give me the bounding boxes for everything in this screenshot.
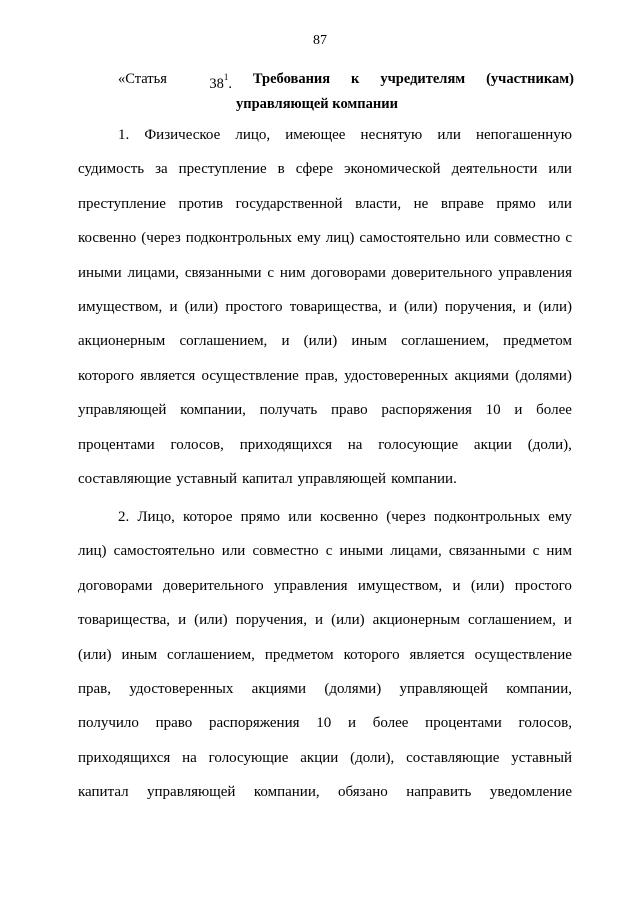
word: и <box>563 612 572 629</box>
word: является <box>140 367 196 384</box>
word: сфере <box>295 161 334 178</box>
paragraph-line <box>78 645 572 679</box>
word: или <box>548 161 572 178</box>
word: управления <box>498 264 572 281</box>
word: (долями) <box>324 680 382 697</box>
word: или <box>437 127 461 143</box>
article-title-word: (участникам) <box>486 71 574 87</box>
word: ним <box>546 543 572 560</box>
word: обязано <box>338 784 388 801</box>
word: прав, <box>305 367 339 384</box>
word: акционерным <box>78 333 166 350</box>
word: с <box>532 543 540 560</box>
word: приходящихся <box>239 436 332 453</box>
word: соглашением, <box>468 612 556 629</box>
word: простого <box>225 298 283 315</box>
word: 10 <box>316 715 332 732</box>
word: за <box>155 161 168 178</box>
word: прав, <box>78 680 112 697</box>
word: управления <box>273 577 348 594</box>
word: (или) <box>303 333 338 350</box>
article-title-word: учредителям <box>380 71 466 87</box>
word: право <box>155 715 193 732</box>
word: акциями <box>454 367 509 384</box>
article-heading-line-2: управляющей компании <box>236 95 398 112</box>
word: которое <box>182 509 233 525</box>
word: голосующие <box>378 436 459 453</box>
word: более <box>372 715 409 732</box>
word: поручения, <box>235 612 307 629</box>
word: которого <box>343 646 400 663</box>
word: (или) <box>470 577 505 594</box>
word: (или) <box>538 298 572 315</box>
word: которого <box>78 367 134 384</box>
word: поручения, <box>444 298 517 315</box>
paragraph-line <box>78 194 572 228</box>
paragraph-line <box>78 125 572 159</box>
word: является <box>409 646 465 663</box>
word: связанными <box>448 543 526 560</box>
word: с <box>325 543 333 560</box>
word: соглашением, <box>401 333 489 350</box>
word: доверительного <box>391 264 493 281</box>
word: процентами <box>78 436 155 453</box>
word: голосующие <box>208 749 289 766</box>
paragraph-line <box>78 679 572 713</box>
word: деятельности <box>451 161 538 178</box>
word: акционерным <box>372 612 460 629</box>
word: подконтрольных <box>185 230 293 247</box>
word: акциями <box>251 680 307 697</box>
word: или <box>548 195 572 212</box>
word: преступление <box>178 161 267 178</box>
paragraph-line <box>78 541 572 575</box>
word: получать <box>259 402 318 419</box>
word: и <box>388 298 397 315</box>
word: акции <box>473 436 512 453</box>
word: 2. <box>118 509 130 525</box>
word: 10 <box>485 402 501 419</box>
article-title-word: Требования <box>252 71 331 87</box>
paragraph-line <box>78 297 572 331</box>
word: на <box>182 749 197 766</box>
word: (доли), <box>350 749 395 766</box>
word: распоряжения <box>208 715 300 732</box>
article-title-word: к <box>351 71 360 87</box>
word: косвенно <box>319 509 379 525</box>
article-number-superscript: 1 <box>223 72 229 82</box>
word: в <box>277 161 285 178</box>
word: лицами, <box>127 264 179 281</box>
word: иными <box>339 543 384 560</box>
word: уведомление <box>489 784 572 801</box>
paragraph-1 <box>78 125 572 503</box>
word: ему <box>297 230 321 247</box>
word: прямо <box>496 195 536 212</box>
word: составляющие <box>406 749 500 766</box>
word: (или) <box>194 612 228 629</box>
word: и <box>281 333 290 350</box>
paragraph-line <box>78 576 572 610</box>
word: иными <box>78 264 122 281</box>
word: иным <box>121 646 158 663</box>
word: и <box>523 298 532 315</box>
word: с <box>267 264 275 281</box>
word: Лицо, <box>137 509 175 525</box>
word: косвенно <box>78 230 137 247</box>
word: более <box>536 402 572 419</box>
article-label <box>118 69 232 94</box>
word: или <box>221 543 246 560</box>
word: (долями) <box>515 367 572 384</box>
word: (или) <box>184 298 219 315</box>
word: осуществление <box>474 646 572 663</box>
word: с <box>565 230 572 247</box>
word: власти, <box>355 195 402 212</box>
paragraph-line <box>78 507 572 541</box>
word: ним <box>279 264 306 281</box>
word: соглашением, <box>167 646 255 663</box>
paragraph-2 <box>78 507 572 817</box>
word: процентами <box>425 715 502 732</box>
word: голосов, <box>518 715 572 732</box>
word: приходящихся <box>78 749 171 766</box>
word: и <box>315 612 324 629</box>
word: не <box>413 195 429 212</box>
word: на <box>347 436 363 453</box>
word: компании, <box>253 784 320 801</box>
word: 1. <box>118 127 130 143</box>
word: ему <box>548 509 572 525</box>
paragraph-line <box>78 782 572 816</box>
word: прямо <box>240 509 281 525</box>
word: имуществом, <box>357 577 443 594</box>
word: лиц) <box>325 230 355 247</box>
word: управляющей <box>78 402 167 419</box>
word: (через <box>386 509 426 525</box>
word: самостоятельно <box>359 230 461 247</box>
paragraph-line <box>78 435 572 469</box>
word: получило <box>78 715 139 732</box>
word: (или) <box>404 298 438 315</box>
word: иным <box>351 333 387 350</box>
paragraph-line <box>78 366 572 400</box>
word: компании. <box>391 470 457 487</box>
word: доверительного <box>162 577 264 594</box>
word: или <box>465 230 489 247</box>
word: судимость <box>78 161 145 178</box>
article-heading <box>118 69 574 114</box>
word: капитал <box>78 784 129 801</box>
word: и <box>452 577 461 594</box>
word: связанными <box>184 264 262 281</box>
paragraph-line <box>78 228 572 262</box>
word: предметом <box>503 333 572 350</box>
word: товарищества, <box>78 612 171 629</box>
paragraph-line <box>78 263 572 297</box>
word: управляющей <box>147 784 236 801</box>
word: предметом <box>264 646 334 663</box>
word: и <box>514 402 523 419</box>
word: совместно <box>494 230 561 247</box>
word: неснятую <box>360 127 423 143</box>
word: удостоверенных <box>344 367 449 384</box>
word: имуществом, <box>78 298 163 315</box>
word: товарищества, <box>289 298 382 315</box>
paragraph-line <box>78 331 572 365</box>
word: (или) <box>331 612 365 629</box>
paragraph-line <box>78 713 572 747</box>
word: направить <box>406 784 472 801</box>
word: договорами <box>78 577 153 594</box>
word: простого <box>514 577 572 594</box>
word: или <box>288 509 312 525</box>
word: и <box>347 715 356 732</box>
word: (доли), <box>527 436 572 453</box>
word: против <box>178 195 224 212</box>
word: лицами, <box>390 543 442 560</box>
page-number: 87 <box>313 33 327 48</box>
word: непогашенную <box>475 127 572 143</box>
word: договорами <box>311 264 386 281</box>
word: капитал <box>242 470 293 487</box>
word: и <box>178 612 187 629</box>
word: (через <box>141 230 181 247</box>
word: управляющей <box>399 680 488 697</box>
article-prefix: «Статья <box>118 71 167 87</box>
word: составляющие <box>78 470 172 487</box>
word: уставный <box>176 470 238 487</box>
word: (или) <box>78 646 112 663</box>
word: государственной <box>235 195 343 212</box>
paragraph-line <box>78 159 572 193</box>
word: совместно <box>252 543 319 560</box>
word: акции <box>300 749 339 766</box>
word: компании, <box>506 680 572 697</box>
word: голосов, <box>170 436 224 453</box>
article-number: $38^1$. <box>209 72 232 92</box>
paragraph-line <box>78 610 572 644</box>
word: распоряжения <box>381 402 472 419</box>
word: имеющее <box>285 127 346 143</box>
word: управляющей <box>297 470 387 487</box>
word: лиц) <box>78 543 107 560</box>
word: уставный <box>511 749 572 766</box>
word: подконтрольных <box>433 509 541 525</box>
article-heading-line-1 <box>118 69 574 94</box>
word: экономической <box>344 161 441 178</box>
word: лицо, <box>235 127 271 143</box>
paragraph-line <box>78 400 572 434</box>
word: и <box>169 298 178 315</box>
word: Физическое <box>144 127 221 143</box>
paragraph-line <box>78 469 572 503</box>
word: компании, <box>180 402 246 419</box>
word: соглашением, <box>179 333 268 350</box>
paragraph-line <box>78 748 572 782</box>
word: осуществление <box>201 367 299 384</box>
word: преступление <box>78 195 166 212</box>
word: вправе <box>440 195 484 212</box>
word: самостоятельно <box>113 543 215 560</box>
word: удостоверенных <box>129 680 234 697</box>
word: право <box>330 402 368 419</box>
